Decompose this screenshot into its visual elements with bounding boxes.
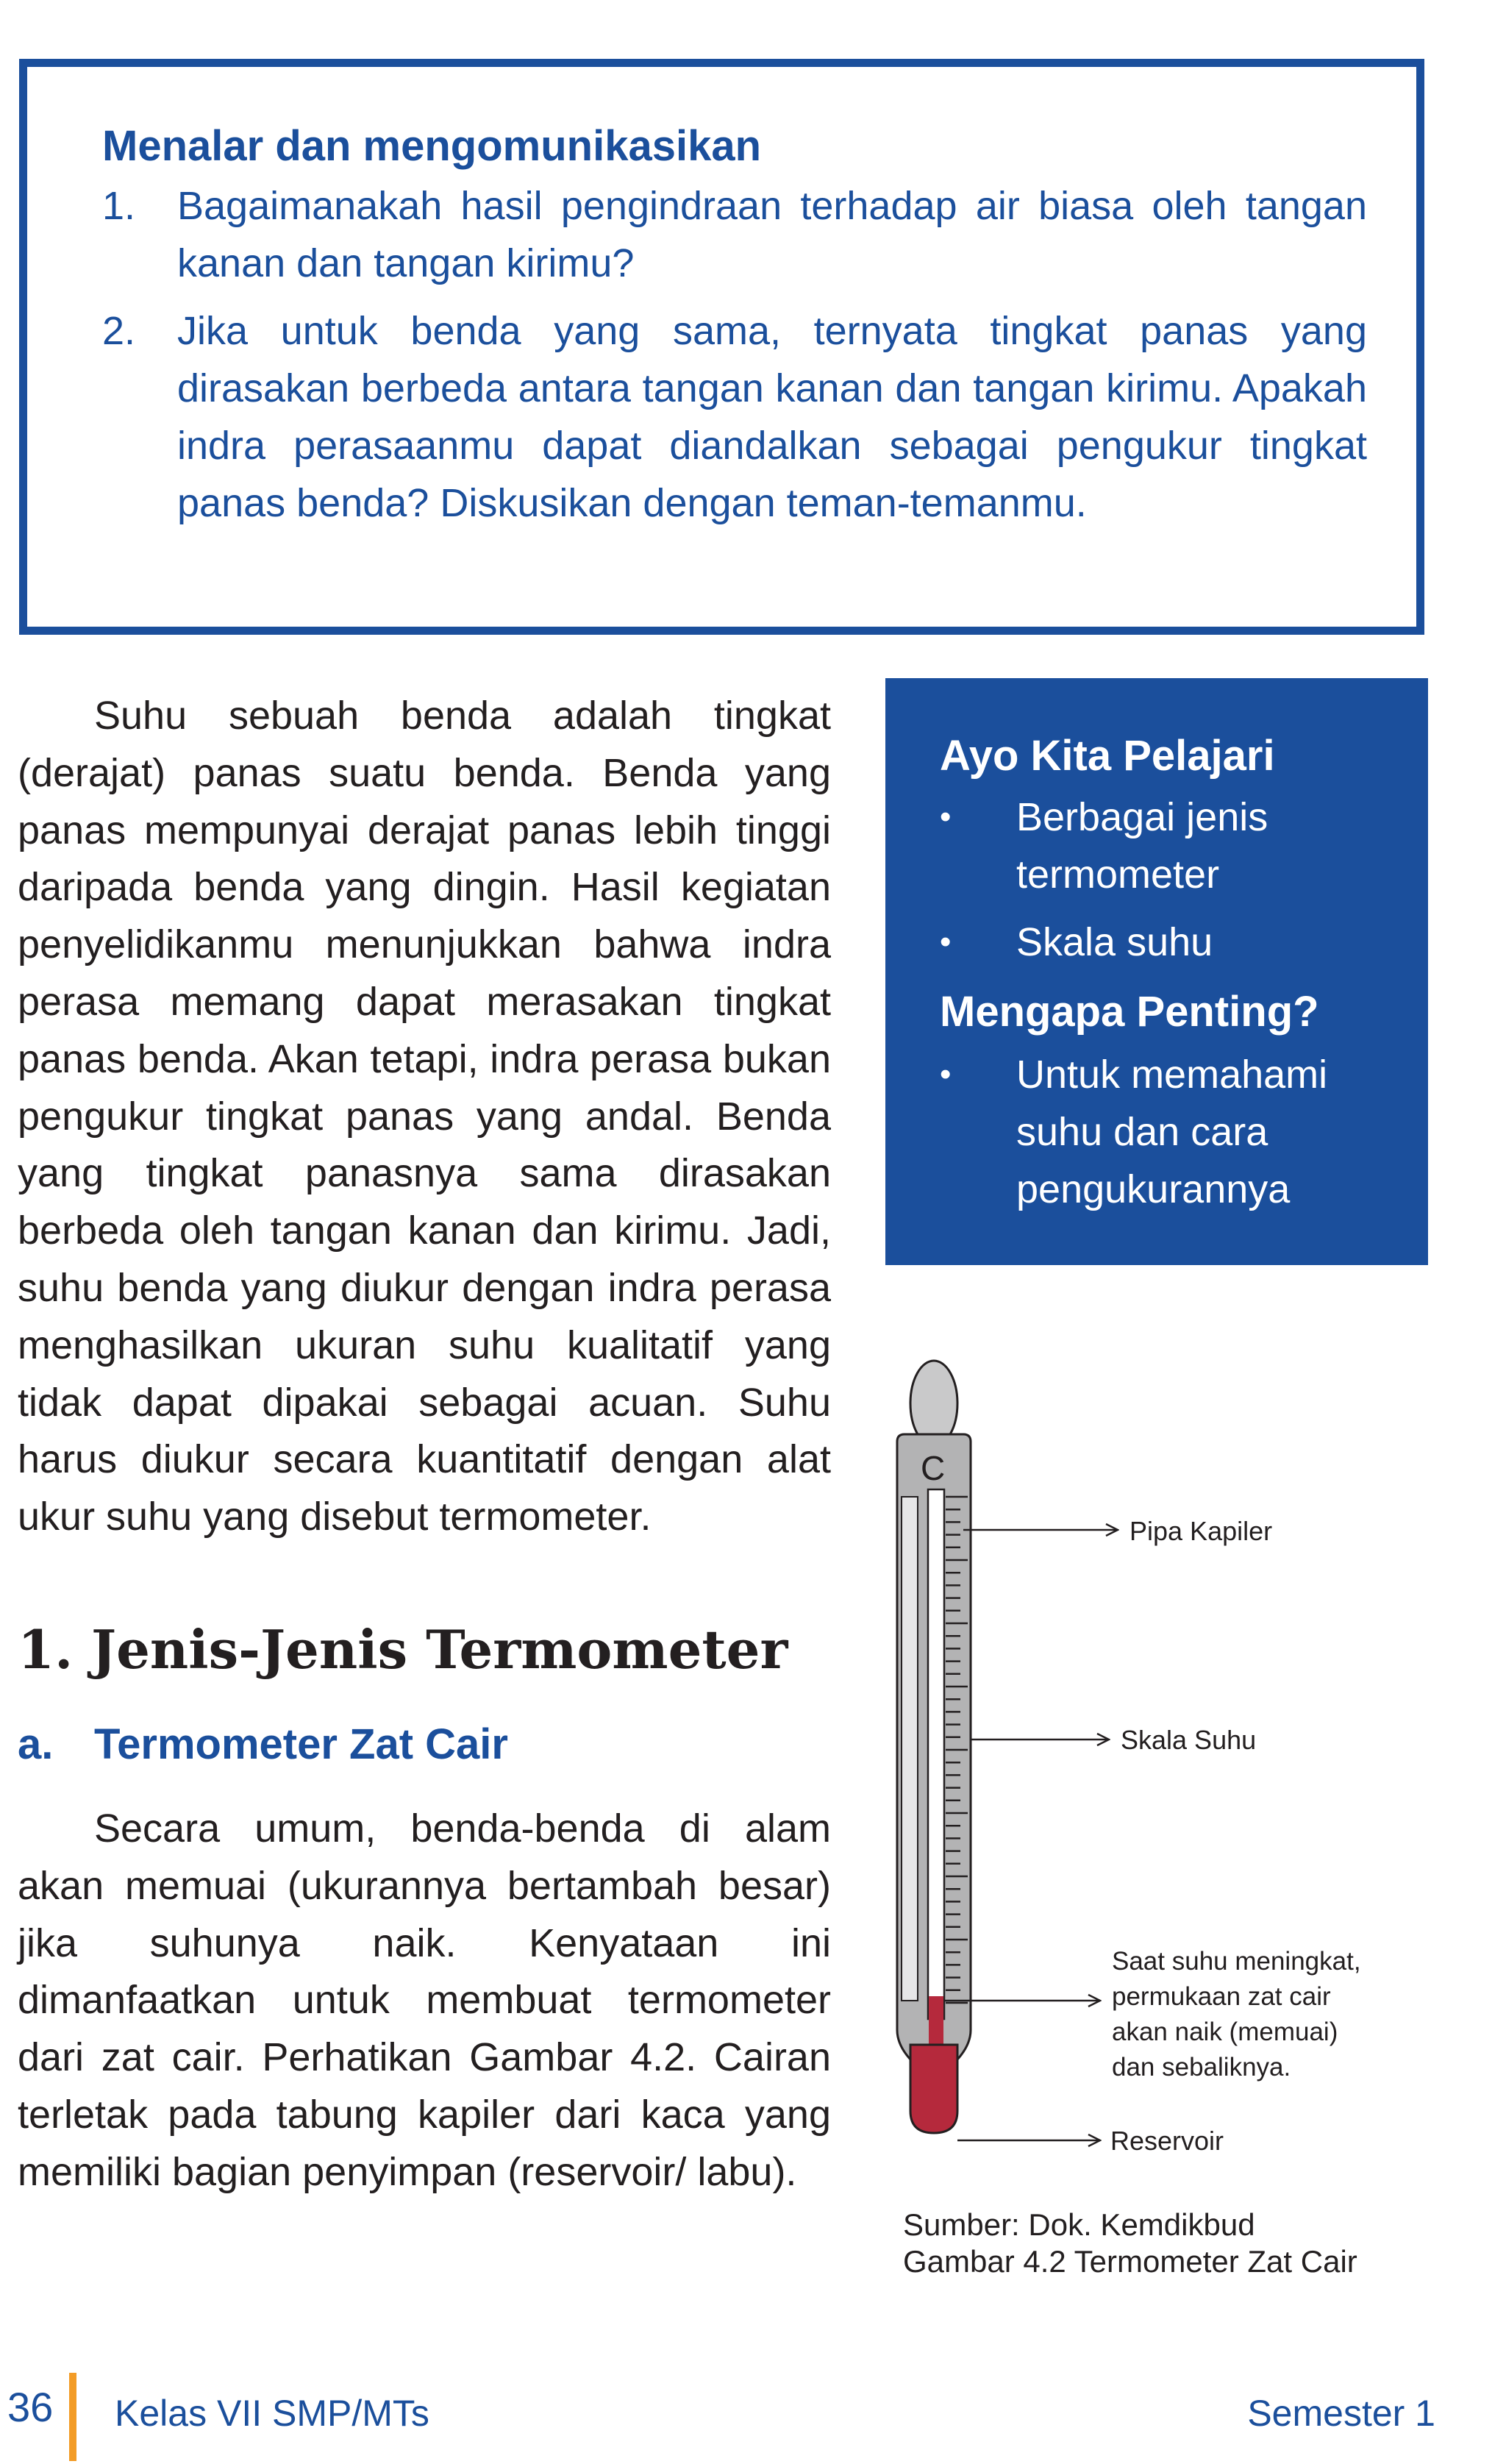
question-number: 1. (102, 184, 136, 228)
body-paragraph-temperature (18, 688, 831, 1546)
section-number: 1. (18, 1618, 74, 1681)
learning-item-text: Berbagai jenis termometer (1016, 795, 1268, 897)
learning-list-item (940, 788, 1396, 903)
learning-objectives-box (885, 678, 1428, 1265)
label-expansion-line4: dan sebaliknya. (1112, 2053, 1291, 2082)
subsection-heading (18, 1720, 508, 1769)
paragraph-text: Secara umum, benda-benda di alam akan memuai (ukurannya bertambah besar) jika suhunya naik. Kenyataan ini dimanfaatkan untuk membuat termometer dari zat cair. Perhatikan Gambar 4.2. Cairan terletak pada tabung kapiler dari kaca yang memiliki bagian penyimpan (reservoir/ labu). (18, 1806, 831, 2194)
reservoir-bulb (910, 2045, 957, 2133)
figure-source: Sumber: Dok. Kemdikbud (903, 2207, 1255, 2242)
paragraph-text: Suhu sebuah benda adalah tingkat (derajat) panas suatu benda. Benda yang panas mempunyai derajat panas lebih tinggi daripada benda yang dingin. Hasil kegiatan penyelidikanmu menunjukkan bahwa indra perasa memang dapat merasakan tingkat panas benda. Akan tetapi, indra perasa bukan pengukur tingkat panas yang andal. Benda yang tingkat panasnya sama dirasakan berbeda oleh tangan kanan dan kirimu. Jadi, suhu benda yang diukur dengan indra perasa menghasilkan ukuran suhu kualitatif yang tidak dapat dipakai sebagai acuan. Suhu harus diukur secara kuantitatif dengan alat ukur suhu yang disebut termometer. (18, 694, 831, 1539)
footer-divider-bar (69, 2373, 76, 2461)
body-paragraph-liquid-thermometer (18, 1801, 831, 2201)
bullet-icon: • (940, 799, 952, 835)
label-expansion-line1: Saat suhu meningkat, (1112, 1947, 1361, 1976)
learning-list (940, 788, 1396, 981)
reasoning-box-title: Menalar dan mengomunikasikan (102, 122, 762, 170)
figure-caption (903, 2207, 1357, 2280)
page-number: 36 (7, 2384, 54, 2430)
subsection-title: Termometer Zat Cair (94, 1720, 508, 1768)
label-capillary: Pipa Kapiler (1130, 1516, 1273, 1546)
figure-title: Gambar 4.2 Termometer Zat Cair (903, 2244, 1357, 2279)
importance-heading: Mengapa Penting? (940, 988, 1319, 1036)
learning-list-item (940, 914, 1396, 971)
question-item (102, 177, 1367, 292)
learning-item-text: Skala suhu (1016, 920, 1213, 964)
footer-class-label: Kelas VII SMP/MTs (115, 2393, 429, 2434)
bullet-icon: • (940, 924, 952, 960)
label-scale: Skala Suhu (1121, 1725, 1257, 1755)
importance-list-item (940, 1046, 1396, 1218)
label-expansion-line2: permukaan zat cair (1112, 1982, 1331, 2011)
question-text: Jika untuk benda yang sama, ternyata tingkat panas yang dirasakan berbeda antara tangan kanan dan tangan kirimu. Apakah indra perasaanmu dapat diandalkan sebagai pengukur tingkat panas benda? Diskusikan dengan teman-temanmu. (177, 309, 1367, 525)
importance-list (940, 1046, 1396, 1228)
footer-semester-label: Semester 1 (1247, 2393, 1435, 2434)
question-list (102, 177, 1367, 542)
learning-heading: Ayo Kita Pelajari (940, 732, 1275, 780)
section-title: Jenis-Jenis Termometer (91, 1618, 788, 1681)
capillary-tube (928, 1489, 944, 2019)
question-item (102, 302, 1367, 532)
tube-highlight (902, 1497, 918, 2001)
label-expansion-line3: akan naik (memuai) (1112, 2018, 1338, 2046)
scale-letter: C (921, 1449, 946, 1487)
subsection-number: a. (18, 1720, 54, 1768)
importance-item-text: Untuk memahami suhu dan cara pengukurannya (1016, 1053, 1328, 1211)
liquid-thermometer-diagram (875, 1353, 1434, 2185)
question-number: 2. (102, 309, 136, 353)
reasoning-box (19, 59, 1424, 635)
label-reservoir: Reservoir (1110, 2126, 1224, 2156)
section-heading (18, 1618, 788, 1681)
bullet-icon: • (940, 1056, 952, 1092)
question-text: Bagaimanakah hasil pengindraan terhadap air biasa oleh tangan kanan dan tangan kirimu? (177, 184, 1367, 285)
